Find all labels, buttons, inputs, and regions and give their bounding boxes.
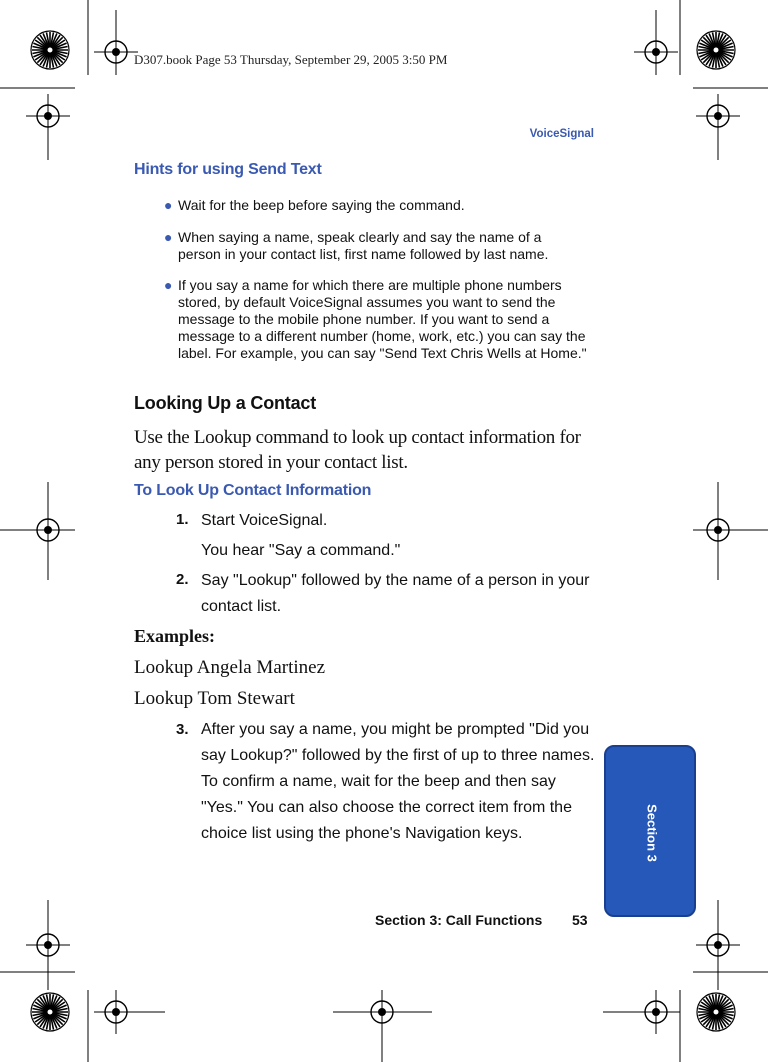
print-slug: D307.book Page 53 Thursday, September 29, 2005 3:50 PM xyxy=(134,52,448,67)
step-text: Start VoiceSignal. xyxy=(201,512,328,529)
hints-heading: Hints for using Send Text xyxy=(134,161,322,178)
bullet-dot-icon: ● xyxy=(164,229,173,245)
bullet-dot-icon: ● xyxy=(164,277,173,293)
step-number: 3. xyxy=(176,721,189,738)
hint-bullet xyxy=(164,229,578,263)
running-header: VoiceSignal xyxy=(529,128,594,140)
section-tab-label: Section 3 xyxy=(644,804,660,862)
hint-bullet xyxy=(164,277,593,362)
examples-label: Examples: xyxy=(134,626,215,646)
footer-chapter: Section 3: Call Functions xyxy=(375,912,543,928)
procedure-heading: To Look Up Contact Information xyxy=(134,482,372,499)
hint-text: If you say a name for which there are multiple phone numbers stored, by default VoiceSignal assumes you want to send the message to the mobile phone number. If you want to send a message to a different number (home, work, etc.) you can say the label. For example, you can say "Send Text Chris Wells at Home." xyxy=(178,277,587,361)
example-item: Lookup Tom Stewart xyxy=(134,688,295,709)
step-number: 2. xyxy=(176,571,189,588)
hint-text: Wait for the beep before saying the command. xyxy=(178,197,465,213)
section-tab xyxy=(604,745,696,917)
step-number: 1. xyxy=(176,511,189,528)
page-number: 53 xyxy=(572,912,588,928)
lookup-intro: Use the Lookup command to look up contact information for any person stored in your contact list. xyxy=(134,427,581,473)
step-text: Say "Lookup" followed by the name of a person in your contact list. xyxy=(201,572,590,615)
hint-text: When saying a name, speak clearly and say the name of a person in your contact list, first name followed by last name. xyxy=(178,229,549,262)
bullet-dot-icon: ● xyxy=(164,197,173,213)
lookup-heading: Looking Up a Contact xyxy=(134,393,316,413)
step-text: After you say a name, you might be prompted "Did you say Lookup?" followed by the first of up to three names. To confirm a name, wait for the beep and then say "Yes." You can also choose the correct item from the choice list using the phone's Navigation keys. xyxy=(201,721,595,842)
hint-bullet xyxy=(164,197,598,214)
step-note: You hear "Say a command." xyxy=(201,542,401,559)
example-item: Lookup Angela Martinez xyxy=(134,657,326,678)
